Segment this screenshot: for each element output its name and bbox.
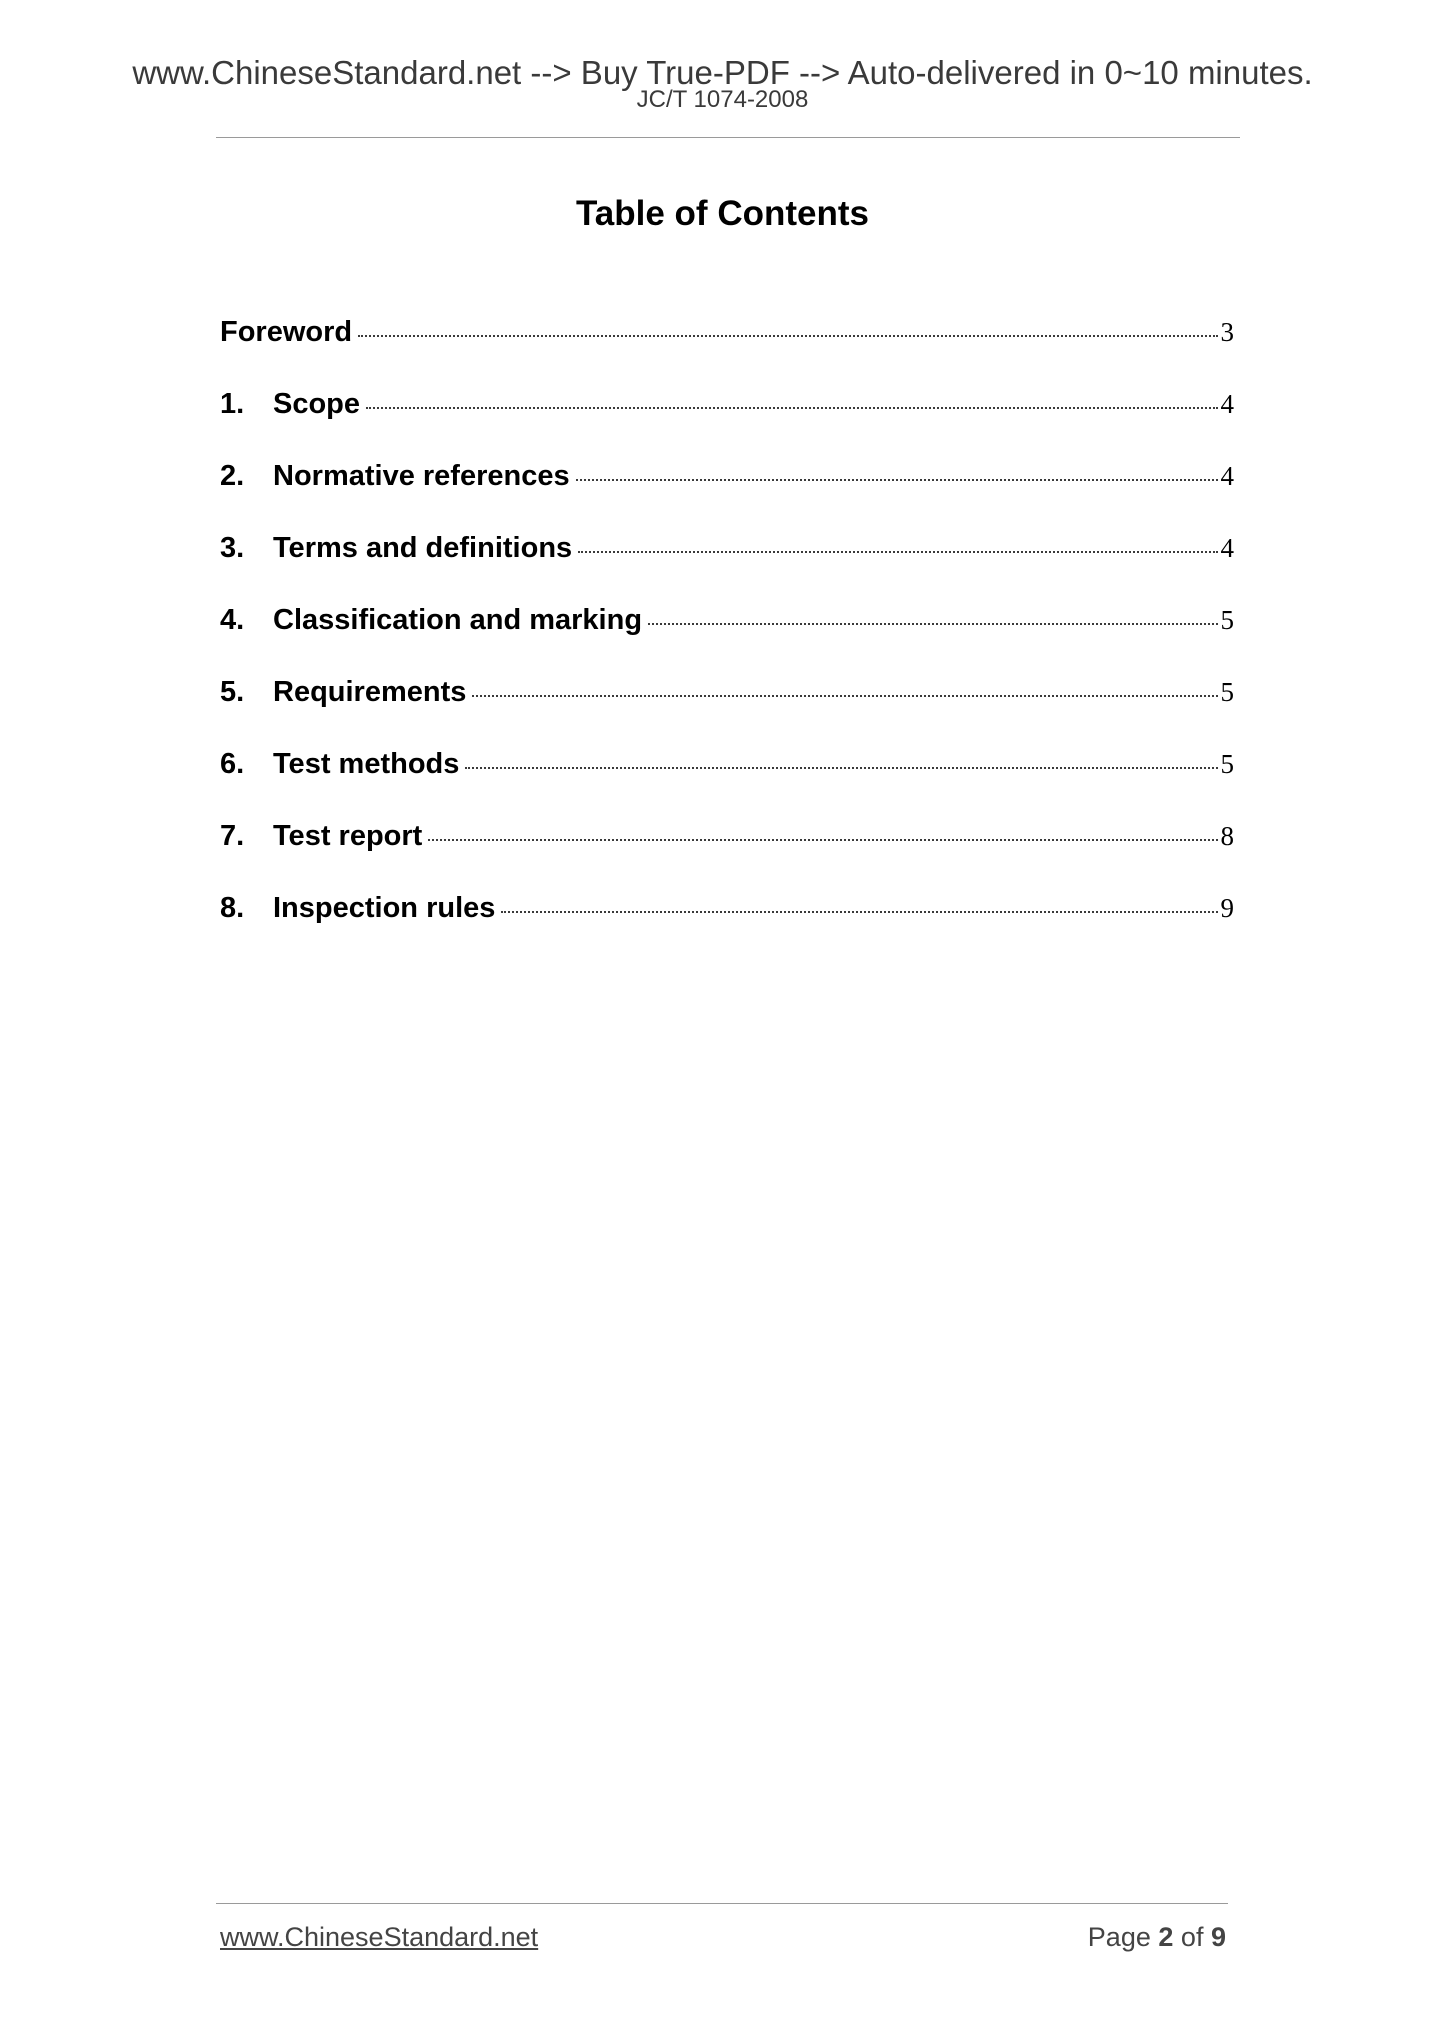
toc-entry-scope[interactable] bbox=[220, 388, 1234, 460]
dot-leader bbox=[576, 479, 1218, 481]
footer-page-indicator bbox=[1088, 1924, 1226, 1951]
toc-entry-number: 5. bbox=[220, 676, 245, 708]
toc-entry-foreword[interactable] bbox=[220, 316, 1234, 388]
toc-entry-requirements[interactable] bbox=[220, 676, 1234, 748]
toc-entry-label: Test report bbox=[273, 820, 423, 852]
toc-entry-number: 7. bbox=[220, 820, 245, 852]
footer-divider bbox=[216, 1903, 1228, 1904]
toc-entry-label: Normative references bbox=[273, 460, 570, 492]
document-code: JC/T 1074-2008 bbox=[636, 86, 809, 113]
dot-leader bbox=[648, 623, 1217, 625]
toc-entry-label: Requirements bbox=[273, 676, 467, 708]
dot-leader bbox=[428, 839, 1217, 841]
toc-entry-page: 5 bbox=[1220, 605, 1234, 635]
toc-entry-page: 9 bbox=[1220, 893, 1234, 923]
toc-entry-normative-references[interactable] bbox=[220, 460, 1234, 532]
toc-entry-number: 8. bbox=[220, 892, 245, 924]
toc-entry-page: 4 bbox=[1220, 389, 1234, 419]
toc-entry-page: 3 bbox=[1220, 317, 1234, 347]
toc-entry-page: 4 bbox=[1220, 533, 1234, 563]
header-divider bbox=[216, 137, 1240, 138]
toc-entry-label: Test methods bbox=[273, 748, 460, 780]
toc-entry-inspection-rules[interactable] bbox=[220, 892, 1234, 964]
toc-entry-test-methods[interactable] bbox=[220, 748, 1234, 820]
toc-entry-page: 4 bbox=[1220, 461, 1234, 491]
toc-title: Table of Contents bbox=[576, 194, 869, 233]
dot-leader bbox=[501, 911, 1217, 913]
total-pages-number: 9 bbox=[1210, 1922, 1226, 1952]
toc-entry-label: Foreword bbox=[220, 316, 353, 348]
toc-entry-label: Scope bbox=[273, 388, 361, 420]
toc-entry-page: 5 bbox=[1220, 749, 1234, 779]
dot-leader bbox=[358, 335, 1217, 337]
dot-leader bbox=[472, 695, 1217, 697]
toc-entry-number: 1. bbox=[220, 388, 245, 420]
dot-leader bbox=[578, 551, 1217, 553]
toc-entry-terms-and-definitions[interactable] bbox=[220, 532, 1234, 604]
toc-entry-page: 8 bbox=[1220, 821, 1234, 851]
dot-leader bbox=[465, 767, 1217, 769]
current-page-number: 2 bbox=[1158, 1922, 1174, 1952]
toc-entry-number: 3. bbox=[220, 532, 245, 564]
toc-entry-number: 2. bbox=[220, 460, 245, 492]
toc-entry-test-report[interactable] bbox=[220, 820, 1234, 892]
toc-entry-number: 6. bbox=[220, 748, 245, 780]
toc-entry-label: Terms and definitions bbox=[273, 532, 573, 564]
toc-entry-page: 5 bbox=[1220, 677, 1234, 707]
dot-leader bbox=[366, 407, 1217, 409]
toc-entry-classification-and-marking[interactable] bbox=[220, 604, 1234, 676]
footer-site-link[interactable]: www.ChineseStandard.net bbox=[220, 1922, 539, 1952]
toc-list bbox=[220, 316, 1234, 964]
page-separator: of bbox=[1180, 1922, 1204, 1952]
page-prefix: Page bbox=[1087, 1922, 1151, 1952]
toc-entry-number: 4. bbox=[220, 604, 245, 636]
toc-entry-label: Inspection rules bbox=[273, 892, 496, 924]
header-banner: www.ChineseStandard.net --> Buy True-PDF --> Auto-delivered in 0~10 minutes. bbox=[132, 54, 1313, 91]
toc-entry-label: Classification and marking bbox=[273, 604, 643, 636]
